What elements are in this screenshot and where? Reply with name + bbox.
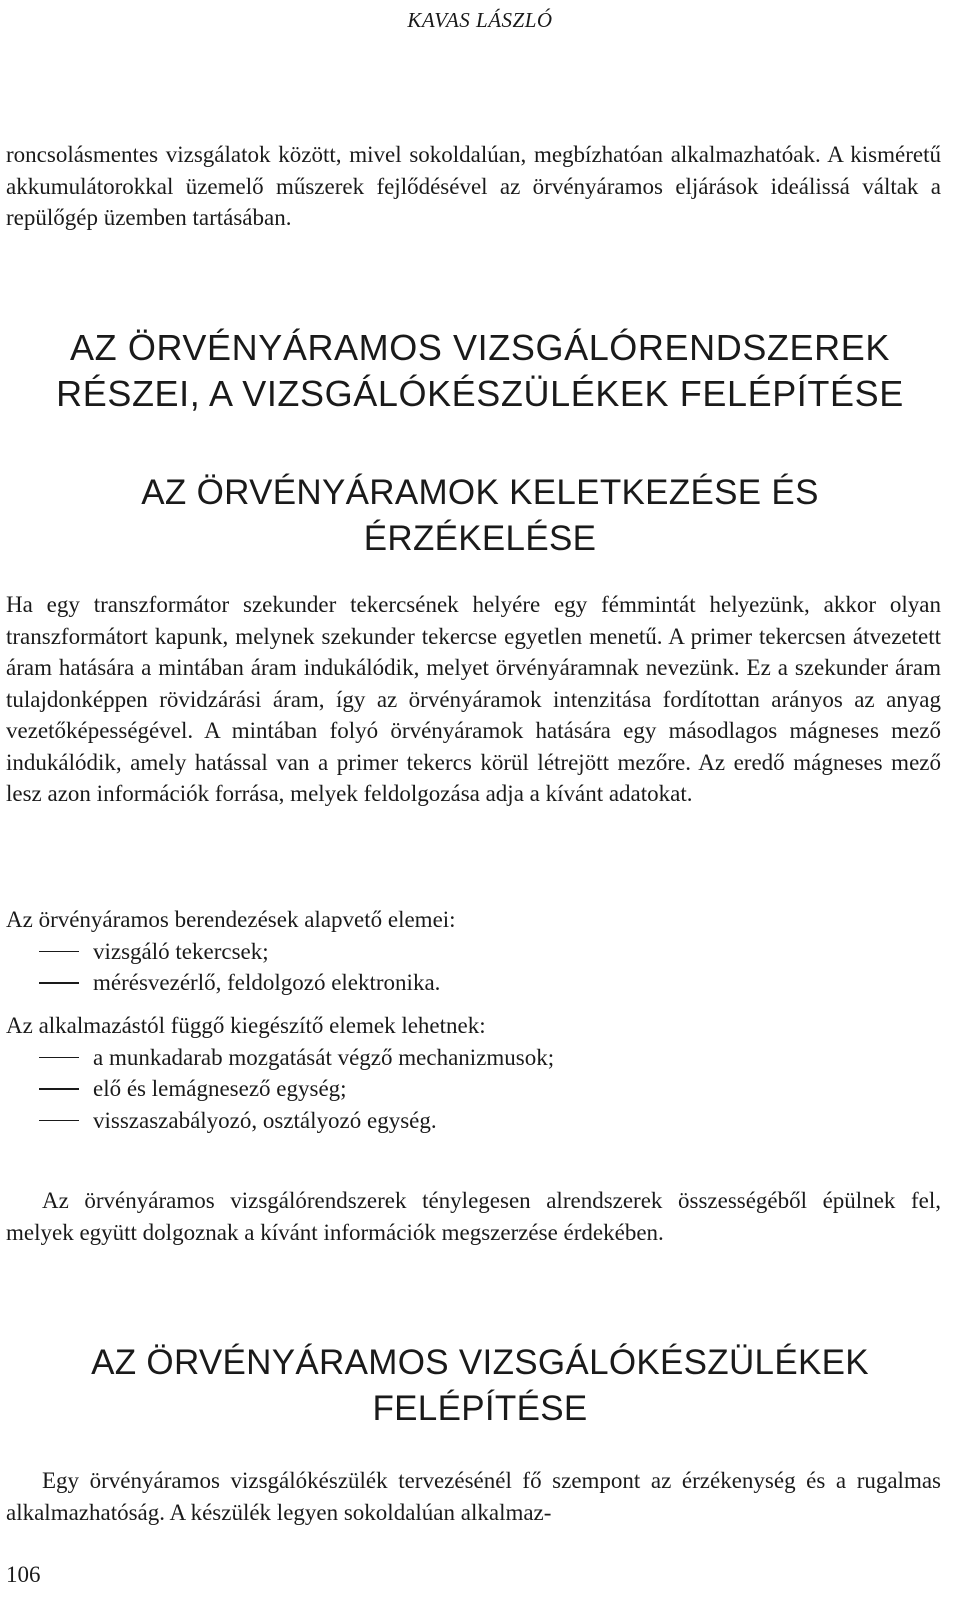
basic-elements-intro: Az örvényáramos berendezések alapvető elemei: xyxy=(6,907,456,932)
summary-paragraph: Az örvényáramos vizsgálórendszerek ténylegesen alrendszerek összességéből épülnek fel, melyek együtt dolgoznak a kívánt információk megszerzése érdekében. xyxy=(6,1188,941,1245)
page-number: 106 xyxy=(6,1562,41,1587)
optional-elements-block xyxy=(6,1010,941,1136)
dash-bullet xyxy=(39,1120,79,1122)
list-item xyxy=(6,967,941,999)
section1-heading-line1: AZ ÖRVÉNYÁRAMOK KELETKEZÉSE ÉS xyxy=(141,473,819,512)
list-item xyxy=(6,1105,941,1137)
optional-elements-list xyxy=(6,1042,941,1137)
dash-bullet xyxy=(39,951,79,953)
dash-bullet xyxy=(39,982,79,984)
dash-bullet xyxy=(39,1088,79,1090)
section1-heading-line2: ÉRZÉKELÉSE xyxy=(363,519,597,558)
running-head: KAVAS LÁSZLÓ xyxy=(407,8,553,32)
list-item xyxy=(6,936,941,968)
section2-heading-line2: FELÉPÍTÉSE xyxy=(372,1389,588,1428)
section1-heading xyxy=(0,470,960,562)
section2-paragraph: Egy örvényáramos vizsgálókészülék tervezésénél fő szempont az érzékenység és a rugalmas alkalmazhatóság. A készülék legyen sokoldalúan alkalmaz- xyxy=(6,1468,941,1525)
list-item xyxy=(6,1042,941,1074)
dash-bullet xyxy=(39,1057,79,1059)
chapter-heading-line2: RÉSZEI, A VIZSGÁLÓKÉSZÜLÉKEK FELÉPÍTÉSE xyxy=(56,373,904,414)
list-item-text: vizsgáló tekercsek; xyxy=(93,938,269,964)
list-item-text: visszaszabályozó, osztályozó egység. xyxy=(93,1107,437,1133)
basic-elements-list xyxy=(6,936,941,999)
intro-paragraph: roncsolásmentes vizsgálatok között, mivel sokoldalúan, megbízhatóan alkalmazhatóak. A kisméretű akkumulátorokkal üzemelő műszerek fejlődésével az örvényáramos eljárások ideálissá váltak a repülőgép üzemben tartásában. xyxy=(6,142,941,230)
list-item xyxy=(6,1073,941,1105)
list-item-text: mérésvezérlő, feldolgozó elektronika. xyxy=(93,970,441,995)
basic-elements-block xyxy=(6,904,941,999)
section2-heading xyxy=(0,1340,960,1432)
list-item-text: a munkadarab mozgatását végző mechanizmusok; xyxy=(93,1044,555,1070)
chapter-heading-line1: AZ ÖRVÉNYÁRAMOS VIZSGÁLÓRENDSZEREK xyxy=(70,327,890,368)
list-item-text: elő és lemágnesező egység; xyxy=(93,1076,347,1101)
chapter-heading xyxy=(0,325,960,417)
optional-elements-intro: Az alkalmazástól függő kiegészítő elemek lehetnek: xyxy=(6,1013,486,1038)
section1-paragraph: Ha egy transzformátor szekunder tekercsének helyére egy fémmintát helyezünk, akkor olyan transzformátort kapunk, melynek szekunder tekercse egyetlen menetű. A primer tekercsen átvezetett áram hatására a mintában áram indukálódik, melyet örvényáramnak nevezünk. Ez a szekunder áram tulajdonképpen rövidzárási áram, így az örvényáramok intenzitása fordítottan arányos az anyag vezetőképességével. A mintában folyó örvényáramok hatására egy másodlagos mágneses mező indukálódik, amely hatással van a primer tekercs körül létrejött mezőre. Az eredő mágneses mező lesz azon információk forrása, melyek feldolgozása adja a kívánt adatokat. xyxy=(6,592,941,806)
section2-heading-line1: AZ ÖRVÉNYÁRAMOS VIZSGÁLÓKÉSZÜLÉKEK xyxy=(91,1343,869,1382)
